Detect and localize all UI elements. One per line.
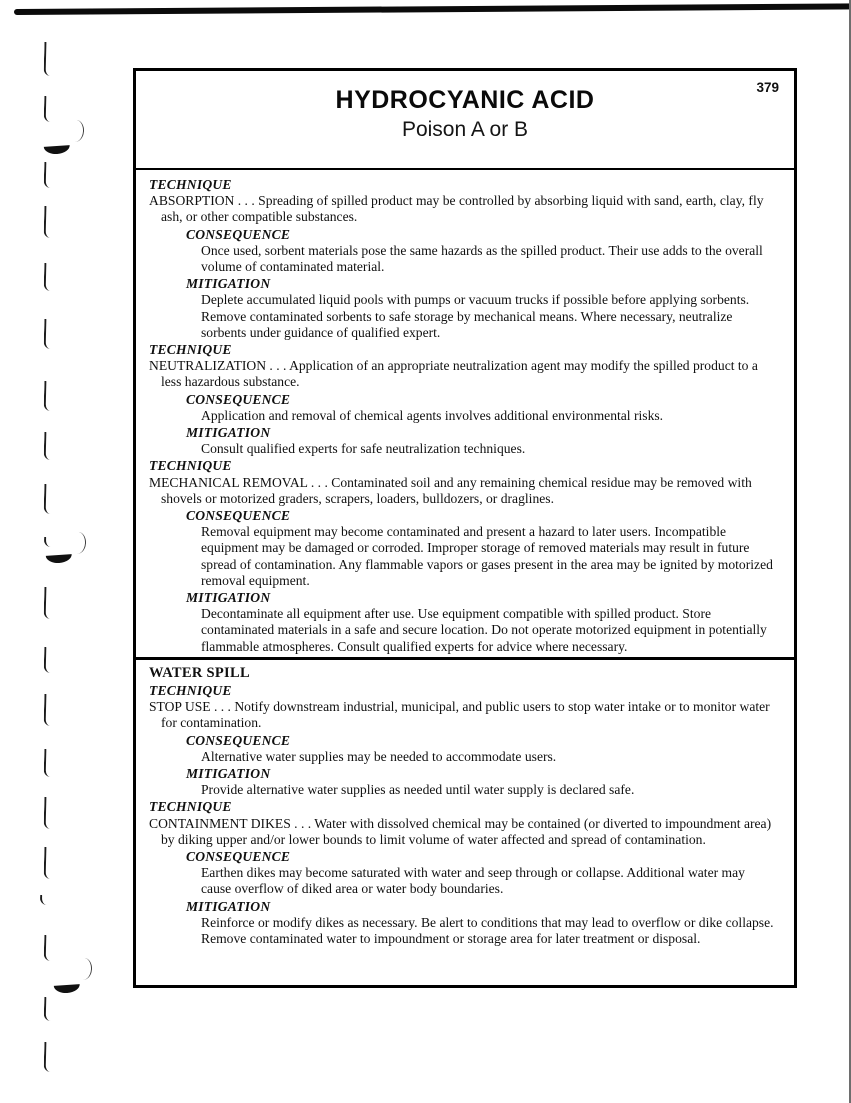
mitigation-text: Reinforce or modify dikes as necessary. Be alert to conditions that may lead to overflow or dike collapse. Remove contaminated water to impoundment or storage area for later treatment or disposal. [201, 914, 774, 947]
technique-label: TECHNIQUE [149, 342, 232, 358]
technique-label: TECHNIQUE [149, 458, 232, 474]
technique-text: CONTAINMENT DIKES . . . Water with dissolved chemical may be contained (or diverted to impoundment area) by diking upper and/or lower bounds to limit volume of water affected and spread of contamination. [149, 815, 772, 847]
technique-text: ABSORPTION . . . Spreading of spilled product may be controlled by absorbing liquid with sand, earth, clay, fly ash, or other compatible substances. [149, 193, 764, 225]
binder-mark [44, 162, 52, 188]
mitigation-text: Provide alternative water supplies as needed until water supply is declared safe. [201, 782, 635, 798]
binder-mark [44, 484, 52, 514]
binder-hole-shadow [54, 984, 80, 994]
technique-block-stop-use [149, 683, 778, 798]
binder-mark [44, 96, 52, 122]
scan-edge-bar [14, 3, 851, 15]
binder-mark [40, 895, 47, 905]
paper-curl-mark [75, 532, 86, 554]
land-spill-section [136, 170, 794, 657]
technique-label: TECHNIQUE [149, 177, 232, 192]
binder-mark [44, 42, 52, 76]
binder-mark [44, 319, 52, 349]
document-frame [133, 68, 797, 988]
technique-text: STOP USE . . . Notify downstream industrial, municipal, and public users to stop water intake or to monitor water for contamination. [149, 699, 770, 731]
paper-curl-mark [73, 120, 84, 142]
binder-mark [44, 206, 52, 238]
technique-block-absorption [149, 177, 778, 341]
mitigation-label: MITIGATION [186, 590, 271, 606]
page-number: 379 [756, 80, 779, 95]
binder-mark [44, 1042, 52, 1072]
mitigation-text: Decontaminate all equipment after use. Use equipment compatible with spilled product. Store contaminated materials in a safe and secure location. Do not operate motorized equipment in potentially flammable atmospheres. Consult qualified experts for advice where necessary. [201, 606, 767, 654]
page-subtitle: Poison A or B [401, 118, 529, 141]
consequence-text: Removal equipment may become contaminated and present a hazard to later users. Incompatible equipment may be damaged or corroded. Improper storage of removed materials may result in future spread of contamination. Any flammable vapors or gases present in the area may be ignited by motorized removal equipment. [201, 524, 773, 588]
binder-mark [44, 997, 52, 1021]
technique-block-neutralization [149, 342, 778, 457]
binder-mark [44, 381, 52, 411]
binder-mark [44, 797, 52, 829]
binder-mark [44, 432, 52, 460]
consequence-text: Earthen dikes may become saturated with water and seep through or collapse. Additional water may cause overflow of diked area or water body boundaries. [201, 865, 745, 897]
document-header [136, 71, 794, 170]
mitigation-label: MITIGATION [186, 276, 271, 292]
mitigation-label: MITIGATION [186, 766, 271, 782]
technique-block-containment-dikes [149, 799, 778, 947]
consequence-text: Application and removal of chemical agents involves additional environmental risks. [201, 407, 664, 423]
binder-mark [44, 749, 52, 777]
binder-mark [44, 647, 52, 673]
binder-mark [44, 263, 52, 291]
binder-mark [44, 587, 52, 619]
binder-mark [44, 847, 52, 879]
consequence-label: CONSEQUENCE [186, 391, 291, 407]
consequence-label: CONSEQUENCE [186, 508, 291, 524]
binder-hole-shadow [46, 554, 72, 564]
binder-mark [44, 694, 52, 726]
binder-hole-shadow [44, 145, 70, 155]
technique-text: MECHANICAL REMOVAL . . . Contaminated soil and any remaining chemical residue may be removed with shovels or motorized graders, scrapers, loaders, bulldozers, or draglines. [149, 474, 752, 506]
consequence-label: CONSEQUENCE [186, 226, 291, 242]
technique-label: TECHNIQUE [149, 683, 232, 698]
binder-mark [44, 537, 51, 547]
mitigation-label: MITIGATION [186, 898, 271, 914]
mitigation-text: Deplete accumulated liquid pools with pumps or vacuum trucks if possible before applying sorbents. Remove contaminated sorbents to safe storage by mechanical means. Where necessary, neutralize sorbents under guidance of qualified expert. [201, 292, 750, 340]
technique-block-mechanical-removal [149, 458, 778, 654]
paper-curl-mark [81, 958, 92, 980]
water-spill-section [136, 657, 794, 990]
page-title: HYDROCYANIC ACID [335, 86, 595, 114]
section-heading: WATER SPILL [149, 665, 250, 681]
technique-text: NEUTRALIZATION . . . Application of an appropriate neutralization agent may modify the spilled product to a less hazardous substance. [149, 358, 758, 390]
mitigation-text: Consult qualified experts for safe neutralization techniques. [201, 441, 526, 457]
consequence-text: Once used, sorbent materials pose the same hazards as the spilled product. Their use adds to the overall volume of contaminated material. [201, 242, 763, 275]
technique-label: TECHNIQUE [149, 799, 232, 815]
mitigation-label: MITIGATION [186, 425, 271, 441]
consequence-label: CONSEQUENCE [186, 732, 291, 748]
binder-mark [44, 935, 52, 961]
consequence-label: CONSEQUENCE [186, 849, 291, 865]
consequence-text: Alternative water supplies may be needed to accommodate users. [201, 748, 557, 764]
